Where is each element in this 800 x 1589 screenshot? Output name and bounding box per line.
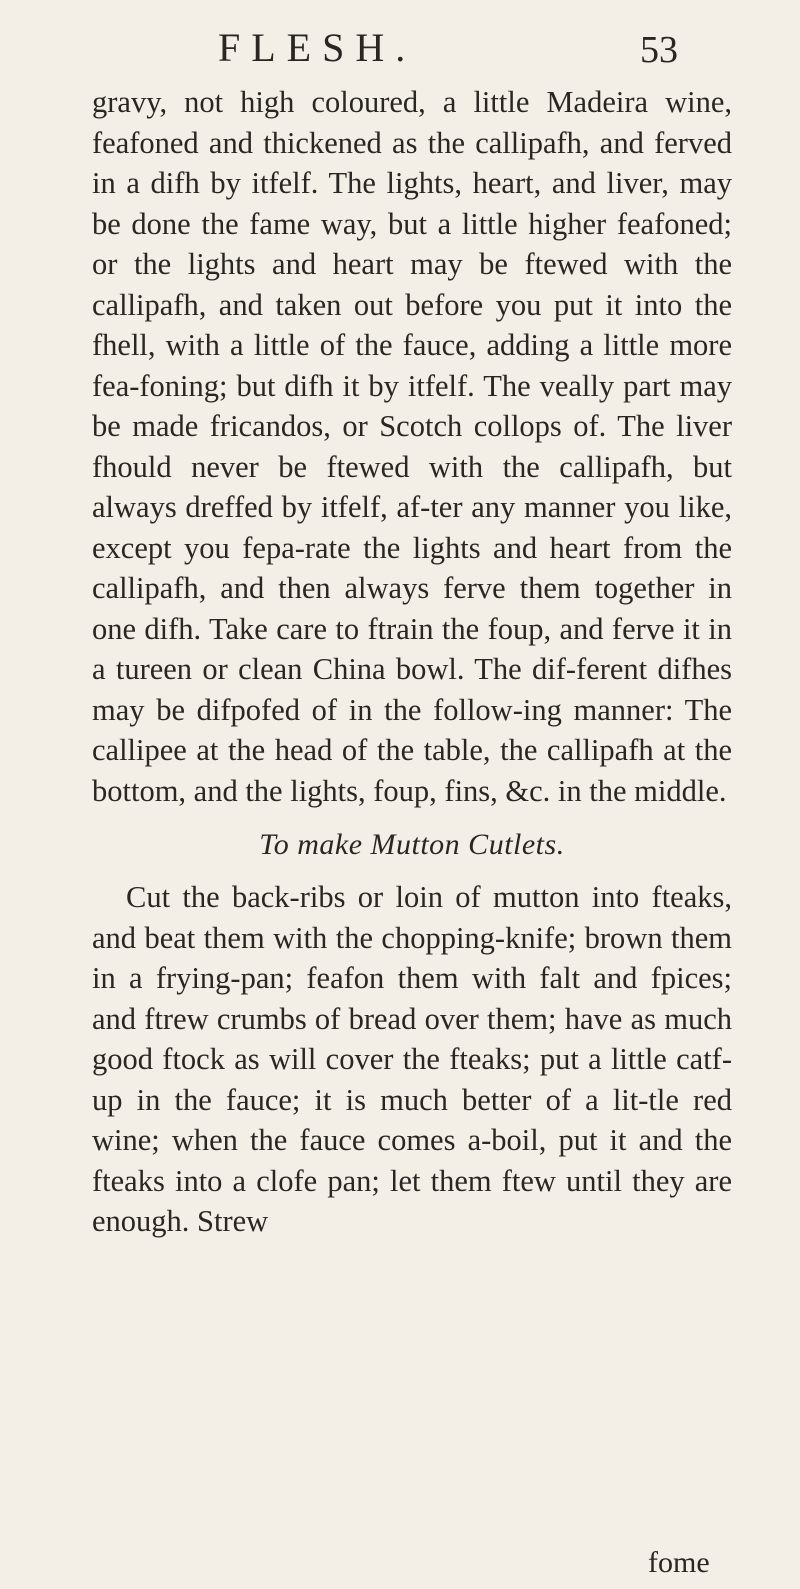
paragraph: gravy, not high coloured, a little Madeira wine, feafoned and thickened as the callipafh, and ferved in a difh by itfelf. The lights, heart, and liver, may be done the fame way, but a little higher feafoned; or the lights and heart may be ftewed with the callipafh, and taken out before you put it into the fhell, with a little of the fauce, adding a little more fea-foning; but difh it by itfelf. The veally part may be made fricandos, or Scotch collops of. The liver fhould never be ftewed with the callipafh, but always dreffed by itfelf, af-ter any manner you like, except you fepa-rate the lights and heart from the callipafh, and then always ferve them together in one difh. Take care to ftrain the foup, and ferve it in a tureen or clean China bowl. The dif-ferent difhes may be difpofed of in the follow-ing manner: The callipee at the head of the table, the callipafh at the bottom, and the lights, foup, fins, &c. in the middle. <box>92 85 732 808</box>
paragraph: Cut the back-ribs or loin of mutton into fteaks, and beat them with the chopping-knife; brown them in a frying-pan; feafon them with falt and fpices; and ftrew crumbs of bread over them; have as much good ftock as will cover the fteaks; put a little catf-up in the fauce; it is much better of a lit-tle red wine; when the fauce comes a-boil, put it and the fteaks into a clofe pan; let them ftew until they are enough. Strew <box>92 880 732 1238</box>
catchword: fome <box>648 1546 710 1579</box>
running-head-title: FLESH. <box>218 25 417 70</box>
page-number: 53 <box>640 29 678 71</box>
section-heading: To make Mutton Cutlets. <box>259 828 565 861</box>
body-text <box>92 82 732 1242</box>
running-head <box>0 14 800 74</box>
